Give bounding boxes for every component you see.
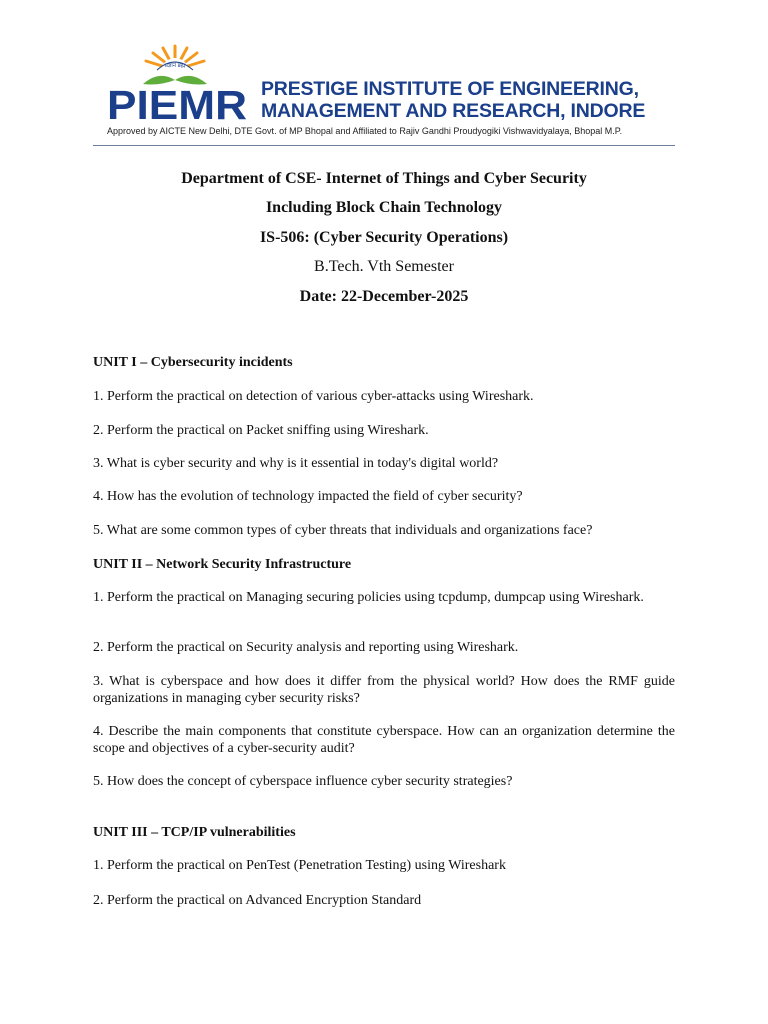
- document-headings: [93, 164, 675, 311]
- unit-2-question-4: 4. Describe the main components that constitute cyberspace. How can an organization determine the scope and objectives of a cyber-security audit?: [93, 724, 675, 756]
- program-title: Including Block Chain Technology: [265, 199, 503, 217]
- unit-1-title: UNIT I – Cybersecurity incidents: [93, 355, 293, 370]
- unit-1-question-1: 1. Perform the practical on detection of various cyber-attacks using Wireshark.: [93, 389, 534, 404]
- unit-2-title: UNIT II – Network Security Infrastructure: [93, 557, 352, 572]
- date-line: Date: 22-December-2025: [299, 287, 469, 305]
- institute-name: [261, 78, 645, 122]
- unit-2-question-2: 2. Perform the practical on Security analysis and reporting using Wireshark.: [93, 640, 519, 655]
- unit-3-question-1: 1. Perform the practical on PenTest (Penetration Testing) using Wireshark: [93, 858, 506, 873]
- unit-1-question-5: 5. What are some common types of cyber threats that individuals and organizations face?: [93, 523, 593, 538]
- unit-2-question-3: 3. What is cyberspace and how does it differ from the physical world? How does the RMF guide organizations in managing cyber security risks?: [93, 674, 675, 706]
- svg-text:प्रज्ञानं ब्रह्म: प्रज्ञानं ब्रह्म: [164, 63, 186, 69]
- header-divider: [93, 145, 675, 146]
- institute-name-line1: PRESTIGE INSTITUTE OF ENGINEERING,: [261, 78, 639, 100]
- institute-name-line2: MANAGEMENT AND RESEARCH, INDORE: [261, 100, 646, 122]
- unit-2-question-1: 1. Perform the practical on Managing securing policies using tcpdump, dumpcap using Wireshark.: [93, 590, 644, 605]
- logo-wordmark: PIEMR: [107, 82, 247, 124]
- institute-logo: [105, 40, 250, 124]
- unit-1-question-2: 2. Perform the practical on Packet sniffing using Wireshark.: [93, 423, 429, 438]
- department-title: Department of CSE- Internet of Things and Cyber Security: [181, 170, 587, 187]
- unit-1-question-3: 3. What is cyber security and why is it essential in today's digital world?: [93, 456, 499, 471]
- unit-1-question-4: 4. How has the evolution of technology impacted the field of cyber security?: [93, 489, 523, 504]
- approval-line: Approved by AICTE New Delhi, DTE Govt. of MP Bhopal and Affiliated to Rajiv Gandhi Proudyogiki Vishwavidyalaya, Bhopal M.P.: [107, 126, 623, 136]
- unit-2-question-5: 5. How does the concept of cyberspace influence cyber security strategies?: [93, 774, 513, 789]
- semester-line: B.Tech. Vth Semester: [314, 258, 454, 276]
- unit-3-question-2: 2. Perform the practical on Advanced Encryption Standard: [93, 893, 422, 908]
- course-title: IS-506: (Cyber Security Operations): [259, 228, 509, 246]
- unit-3-title: UNIT III – TCP/IP vulnerabilities: [93, 825, 296, 840]
- letterhead: [93, 40, 675, 148]
